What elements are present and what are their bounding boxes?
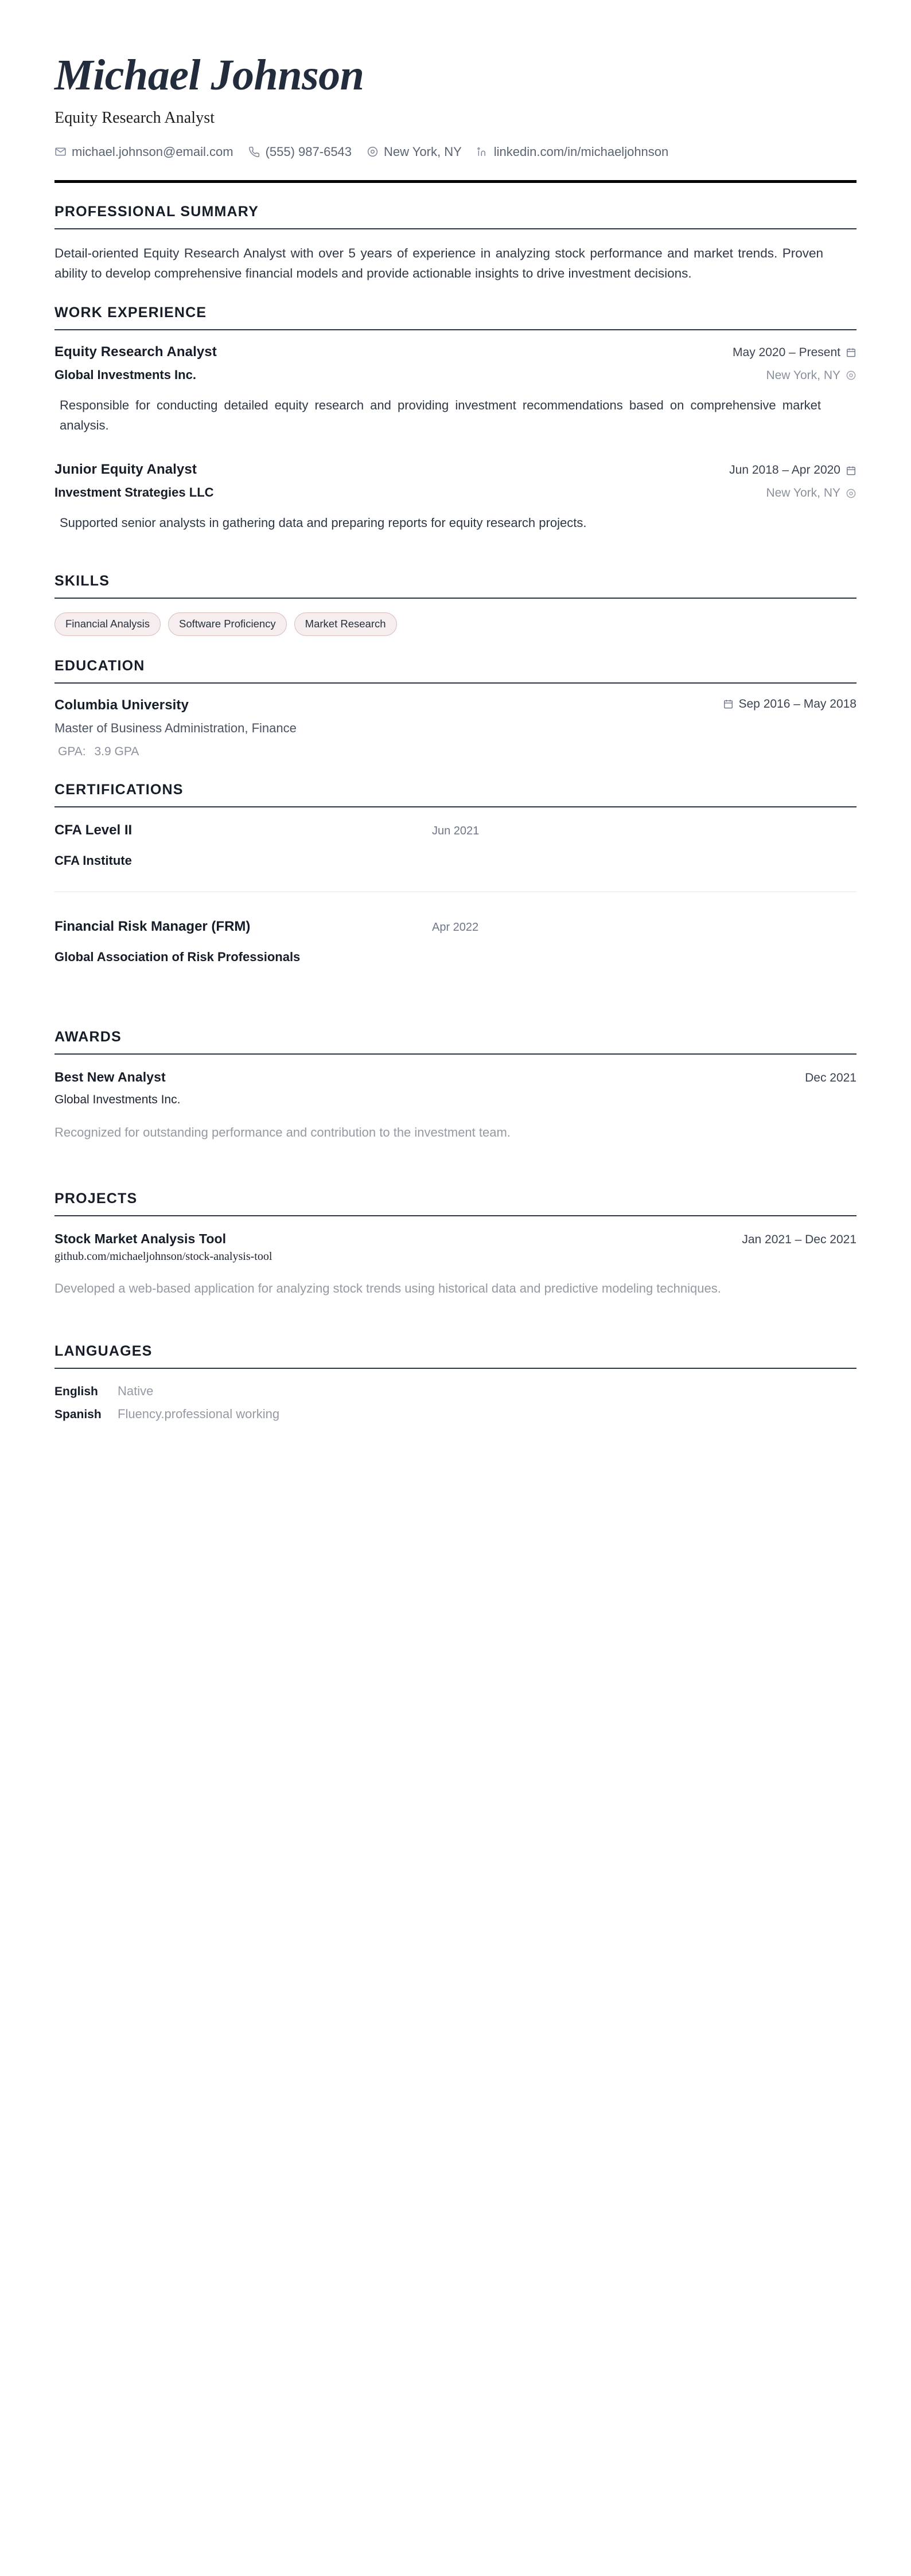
certification-issuer: Global Association of Risk Professionals <box>54 950 301 965</box>
contact-linkedin[interactable] <box>477 145 669 159</box>
section-work-experience <box>54 305 857 533</box>
contact-email-text: michael.johnson@email.com <box>72 144 233 159</box>
education-gpa-value: 3.9 GPA <box>94 745 139 759</box>
section-heading-certifications: CERTIFICATIONS <box>54 782 184 798</box>
language-name: English <box>54 1385 98 1399</box>
section-professional-summary <box>54 204 857 284</box>
experience-company: Global Investments Inc. <box>54 367 196 382</box>
project-name: Stock Market Analysis Tool <box>54 1231 227 1247</box>
education-entry <box>54 697 857 759</box>
education-dates <box>723 697 857 711</box>
certification-name: CFA Level II <box>54 822 133 838</box>
section-certifications <box>54 782 857 988</box>
skill-pill[interactable]: Software Proficiency <box>168 612 287 635</box>
certification-entry <box>54 819 857 891</box>
certification-entry <box>54 891 857 988</box>
envelope-icon <box>54 146 67 158</box>
experience-entry <box>54 462 857 533</box>
award-date-text: Dec 2021 <box>805 1071 857 1085</box>
certification-issuer: CFA Institute <box>54 853 132 868</box>
language-level: Native <box>118 1384 154 1399</box>
contact-email[interactable] <box>54 145 233 159</box>
language-row <box>54 1384 857 1399</box>
award-organization: Global Investments Inc. <box>54 1093 181 1107</box>
experience-description: Responsible for conducting detailed equity research and providing investment recommendations based on comprehensive market analysis. <box>60 397 821 432</box>
certification-date: Jun 2021 <box>432 825 480 838</box>
calendar-icon <box>846 465 857 476</box>
award-description: Recognized for outstanding performance and contribution to the investment team. <box>54 1125 511 1140</box>
skill-pill[interactable]: Financial Analysis <box>54 612 161 635</box>
language-name: Spanish <box>54 1408 102 1422</box>
experience-dates <box>729 463 857 477</box>
certification-name: Financial Risk Manager (FRM) <box>54 919 251 935</box>
project-description: Developed a web-based application for analyzing stock trends using historical data and predictive modeling techniques. <box>54 1281 721 1296</box>
page-bottom-whitespace <box>54 1422 857 2098</box>
project-url[interactable]: github.com/michaeljohnson/stock-analysis-tool <box>54 1250 272 1263</box>
section-languages <box>54 1343 857 1422</box>
experience-job-title: Junior Equity Analyst <box>54 462 197 478</box>
experience-description: Supported senior analysts in gathering data and preparing reports for equity research projects. <box>60 516 587 530</box>
section-skills <box>54 573 857 635</box>
contact-location[interactable] <box>367 145 462 159</box>
award-date <box>805 1071 857 1085</box>
contact-phone[interactable] <box>248 145 352 159</box>
experience-location <box>766 369 857 383</box>
header-divider <box>54 180 857 183</box>
summary-text: Detail-oriented Equity Research Analyst with over 5 years of experience in analyzing stock performance and market trends. Proven ability to develop comprehensive financial models and provide actionable insights to drive investment decisions. <box>54 245 823 281</box>
section-heading-summary: PROFESSIONAL SUMMARY <box>54 203 259 220</box>
experience-location-text: New York, NY <box>766 368 840 382</box>
experience-dates <box>733 346 857 360</box>
section-heading-education: EDUCATION <box>54 657 145 674</box>
project-entry <box>54 1231 857 1298</box>
location-pin-icon <box>846 370 857 381</box>
section-education <box>54 658 857 759</box>
contact-phone-text: (555) 987-6543 <box>265 144 352 159</box>
project-dates-text: Jan 2021 – Dec 2021 <box>742 1233 857 1247</box>
section-heading-languages: LANGUAGES <box>54 1343 153 1360</box>
contact-location-text: New York, NY <box>384 144 462 159</box>
education-gpa <box>54 745 857 759</box>
calendar-icon <box>723 698 734 709</box>
certification-date: Apr 2022 <box>432 921 479 934</box>
phone-icon <box>248 146 260 158</box>
experience-dates-text: May 2020 – Present <box>733 345 840 359</box>
award-entry <box>54 1070 857 1142</box>
contact-row <box>54 145 857 159</box>
job-title: Equity Research Analyst <box>54 108 215 127</box>
experience-location-text: New York, NY <box>766 486 840 500</box>
language-list <box>54 1383 857 1422</box>
education-degree: Master of Business Administration, Finance <box>54 721 297 736</box>
section-awards <box>54 1029 857 1142</box>
section-heading-skills: SKILLS <box>54 573 110 590</box>
section-heading-experience: WORK EXPERIENCE <box>54 304 207 321</box>
education-gpa-label: GPA: <box>58 745 86 759</box>
experience-location <box>766 486 857 500</box>
education-dates-text: Sep 2016 – May 2018 <box>738 697 857 711</box>
section-projects <box>54 1191 857 1298</box>
resume-header <box>54 48 857 183</box>
experience-company: Investment Strategies LLC <box>54 485 214 500</box>
experience-dates-text: Jun 2018 – Apr 2020 <box>729 463 840 477</box>
language-level: Fluency.professional working <box>118 1407 280 1422</box>
skill-list <box>54 610 857 635</box>
contact-linkedin-text: linkedin.com/in/michaeljohnson <box>493 144 669 159</box>
language-row <box>54 1407 857 1422</box>
experience-job-title: Equity Research Analyst <box>54 344 217 360</box>
section-heading-awards: AWARDS <box>54 1029 122 1045</box>
location-pin-icon <box>367 146 379 158</box>
education-school: Columbia University <box>54 697 189 713</box>
experience-entry <box>54 344 857 435</box>
section-heading-projects: PROJECTS <box>54 1191 138 1207</box>
calendar-icon <box>846 347 857 358</box>
linkedin-icon <box>477 146 489 158</box>
project-dates <box>742 1233 857 1247</box>
skill-pill[interactable]: Market Research <box>294 612 397 635</box>
award-name: Best New Analyst <box>54 1070 166 1085</box>
page-title: Michael Johnson <box>54 51 364 99</box>
location-pin-icon <box>846 488 857 499</box>
